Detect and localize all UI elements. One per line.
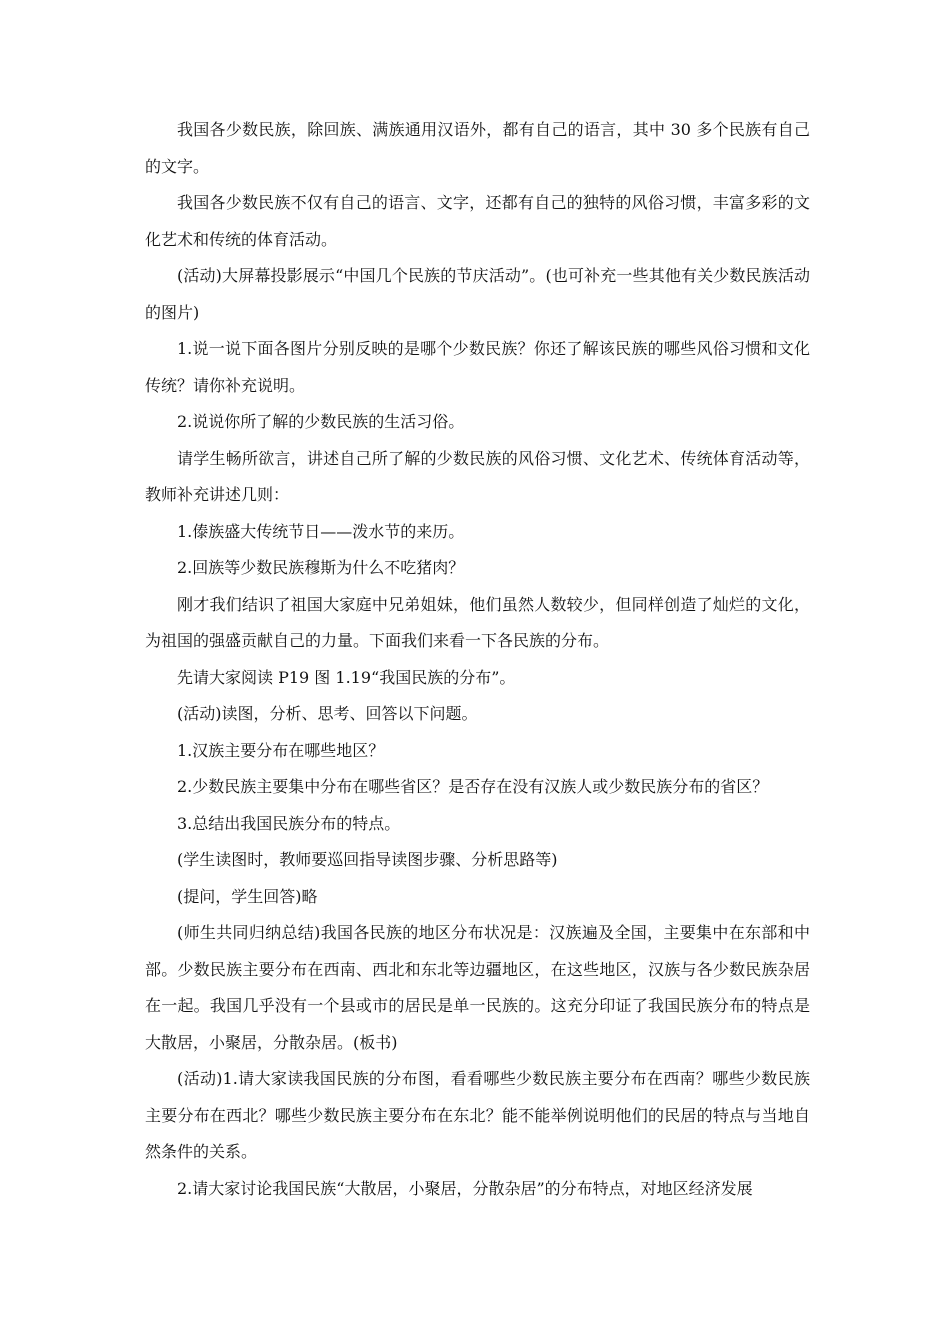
paragraph-discussion-economy: 2.请大家讨论我国民族“大散居，小聚居，分散杂居”的分布特点，对地区经济发展 — [177, 1178, 753, 1198]
paragraph-answer-omitted: (提问，学生回答)略 — [177, 886, 318, 906]
paragraph-teacher-guide: (学生读图时，教师要巡回指导读图步骤、分析思路等) — [177, 850, 558, 869]
paragraph-question-pictures: 1.说一说下面各图片分别反映的是哪个少数民族？你还了解该民族的哪些风俗习惯和文化传统？请你补充说明。 — [145, 339, 810, 395]
paragraph-read-map: 先请大家阅读 P19 图 1.19“我国民族的分布”。 — [177, 667, 516, 687]
paragraph-conclusion: (师生共同归纳总结)我国各民族的地区分布状况是：汉族遍及全国，主要集中在东部和中部。少数民族主要分布在西南、西北和东北等边疆地区，在这些地区，汉族与各少数民族杂居在一起。我国几乎没有一个县或市的居民是单一民族的。这充分印证了我国民族分布的特点是大散居，小聚居，分散杂居。(板书) — [145, 923, 810, 1052]
paragraph-activity-map: (活动)读图，分析、思考、回答以下问题。 — [177, 704, 478, 723]
paragraph-question-summary: 3.总结出我国民族分布的特点。 — [177, 813, 401, 833]
paragraph-hui-pork: 2.回族等少数民族穆斯为什么不吃猪肉？ — [177, 558, 465, 577]
paragraph-transition-distribution: 刚才我们结识了祖国大家庭中兄弟姐妹，他们虽然人数较少，但同样创造了灿烂的文化，为祖国的强盛贡献自己的力量。下面我们来看一下各民族的分布。 — [145, 594, 810, 650]
paragraph-languages: 我国各少数民族，除回族、满族通用汉语外，都有自己的语言，其中 30 多个民族有自己的文字。 — [145, 120, 810, 176]
paragraph-student-discussion: 请学生畅所欲言，讲述自己所了解的少数民族的风俗习惯、文化艺术、传统体育活动等，教师补充讲述几则： — [145, 448, 810, 504]
paragraph-activity-festivals: (活动)大屏幕投影展示“中国几个民族的节庆活动”。(也可补充一些其他有关少数民族活动的图片) — [145, 266, 810, 322]
paragraph-activity-regions: (活动)1.请大家读我国民族的分布图，看看哪些少数民族主要分布在西南？哪些少数民族主要分布在西北？哪些少数民族主要分布在东北？能不能举例说明他们的民居的特点与当地自然条件的关系。 — [145, 1069, 810, 1161]
paragraph-water-festival: 1.傣族盛大传统节日——泼水节的来历。 — [177, 521, 465, 541]
paragraph-question-customs: 2.说说你所了解的少数民族的生活习俗。 — [177, 412, 465, 431]
paragraph-question-minorities: 2.少数民族主要集中分布在哪些省区？是否存在没有汉族人或少数民族分布的省区？ — [177, 777, 769, 796]
document-body — [145, 112, 810, 1207]
paragraph-question-han: 1.汉族主要分布在哪些地区？ — [177, 740, 385, 760]
paragraph-customs: 我国各少数民族不仅有自己的语言、文字，还都有自己的独特的风俗习惯，丰富多彩的文化艺术和传统的体育活动。 — [145, 193, 810, 249]
